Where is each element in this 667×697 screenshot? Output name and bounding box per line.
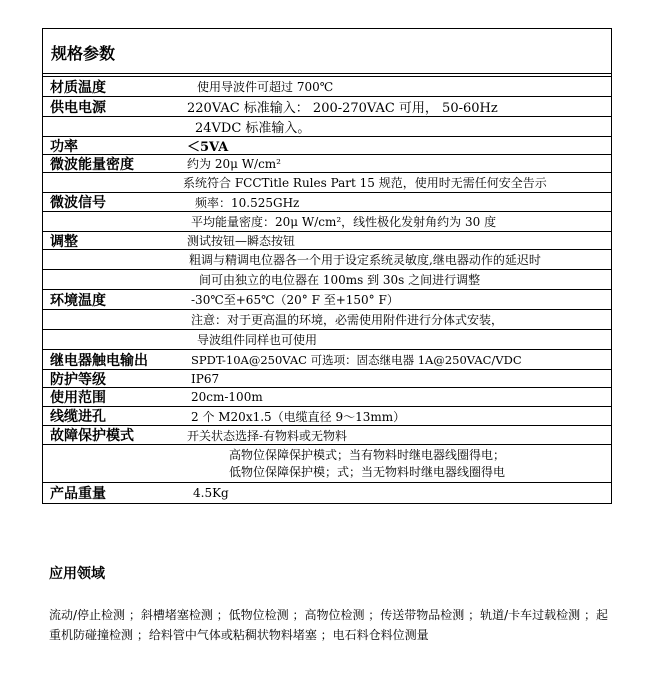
spec-value: 使用导波件可超过 700℃ [197, 80, 334, 94]
spec-label [43, 212, 175, 231]
spec-label [43, 445, 175, 482]
spec-row-cable-entry [43, 407, 611, 426]
spec-value: 导波组件同样也可使用 [197, 333, 318, 347]
spec-label: 线缆进孔 [50, 409, 106, 425]
spec-title-row [43, 29, 611, 74]
spec-row-ambient-temp [43, 290, 611, 310]
spec-row-microwave-density [43, 155, 611, 173]
spec-row-power-supply [43, 97, 611, 117]
spec-value [175, 445, 611, 482]
spec-value: 24VDC 标准输入。 [195, 121, 311, 136]
spec-label [43, 173, 175, 192]
spec-row-delay [43, 270, 611, 290]
spec-label: 故障保护模式 [50, 428, 134, 444]
spec-label [43, 270, 175, 289]
spec-label: 防护等级 [50, 371, 106, 387]
spec-label [43, 310, 175, 329]
spec-value: 间可由独立的电位器在 100ms 到 30s 之间进行调整 [199, 273, 481, 287]
spec-value: 约为 20μ W/cm² [187, 157, 281, 171]
fail-safe-high-line: 高物位保障保护模式；当有物料时继电器线圈得电； [228, 447, 505, 462]
spec-table [42, 28, 612, 504]
spec-label: 产品重量 [50, 486, 106, 502]
spec-value: SPDT-10A@250VAC 可选项：固态继电器 1A@250VAC/VDC [191, 352, 522, 367]
spec-value: 粗调与精调电位器各一个用于设定系统灵敏度,继电器动作的延迟时 [189, 253, 541, 267]
spec-row-waveguide [43, 330, 611, 350]
spec-label: 供电电源 [50, 99, 106, 116]
application-title: 应用领域 [49, 566, 105, 582]
spec-value: ＜5VA [187, 140, 229, 154]
spec-title: 规格参数 [51, 44, 116, 63]
spec-value: 220VAC 标准输入： 200-270VAC 可用， 50-60Hz [187, 101, 498, 116]
spec-value: 开关状态选择-有物料或无物料 [187, 428, 348, 443]
spec-value: 测试按钮—瞬态按钮 [187, 234, 296, 248]
spec-label: 微波能量密度 [50, 156, 134, 172]
spec-label [43, 250, 175, 269]
spec-row-weight [43, 483, 611, 503]
spec-value: IP67 [191, 371, 220, 386]
spec-row-material-temp [43, 77, 611, 97]
spec-row-ambient-note [43, 310, 611, 330]
spec-row-adjust [43, 232, 611, 250]
spec-row-protection [43, 370, 611, 388]
fail-safe-low-line: 低物位保障保护模；式；当无物料时继电器线圈得电 [228, 464, 505, 479]
spec-row-fail-safe [43, 426, 611, 445]
spec-value: 注意：对于更高温的环境，必需使用附件进行分体式安装， [191, 313, 504, 327]
spec-label: 使用范围 [50, 390, 106, 406]
application-text: 流动/停止检测 ；斜槽堵塞检测 ；低物位检测 ；高物位检测 ；传送带物品检测 ；轨道/卡车过载检测 ；起重机防碰撞检测 ；给料管中气体或粘稠状物料堵塞 ；电石料仓料位测量 [49, 608, 608, 642]
spec-label: 环境温度 [50, 292, 106, 309]
spec-row-relay-output [43, 350, 611, 370]
spec-value: 平均能量密度：20μ W/cm²，线性极化发射角约为 30 度 [191, 215, 497, 229]
spec-value: 频率：10.525GHz [195, 195, 300, 210]
spec-label: 微波信号 [50, 195, 106, 211]
spec-value: -30℃至+65℃（20° F 至+150° F） [191, 293, 399, 307]
spec-row-avg-density [43, 212, 611, 232]
spec-label [43, 330, 175, 349]
spec-row-range [43, 388, 611, 407]
spec-value: 4.5Kg [193, 486, 229, 500]
spec-label: 材质温度 [50, 79, 106, 96]
spec-row-power-supply-2 [43, 117, 611, 137]
spec-label: 调整 [50, 233, 78, 249]
spec-value: 20cm-100m [191, 390, 263, 404]
spec-row-microwave-signal [43, 193, 611, 212]
spec-row-fcc [43, 173, 611, 193]
spec-row-power [43, 137, 611, 155]
spec-label [43, 117, 175, 136]
spec-row-fail-safe-modes [43, 445, 611, 483]
spec-label: 功率 [50, 138, 78, 154]
spec-value: 2 个 M20x1.5（电缆直径 9～13mm） [191, 409, 406, 424]
spec-label: 继电器触电输出 [50, 352, 148, 369]
spec-row-potentiometer [43, 250, 611, 270]
spec-value: 系统符合 FCCTitle Rules Part 15 规范，使用时无需任何安全告示 [183, 176, 547, 190]
